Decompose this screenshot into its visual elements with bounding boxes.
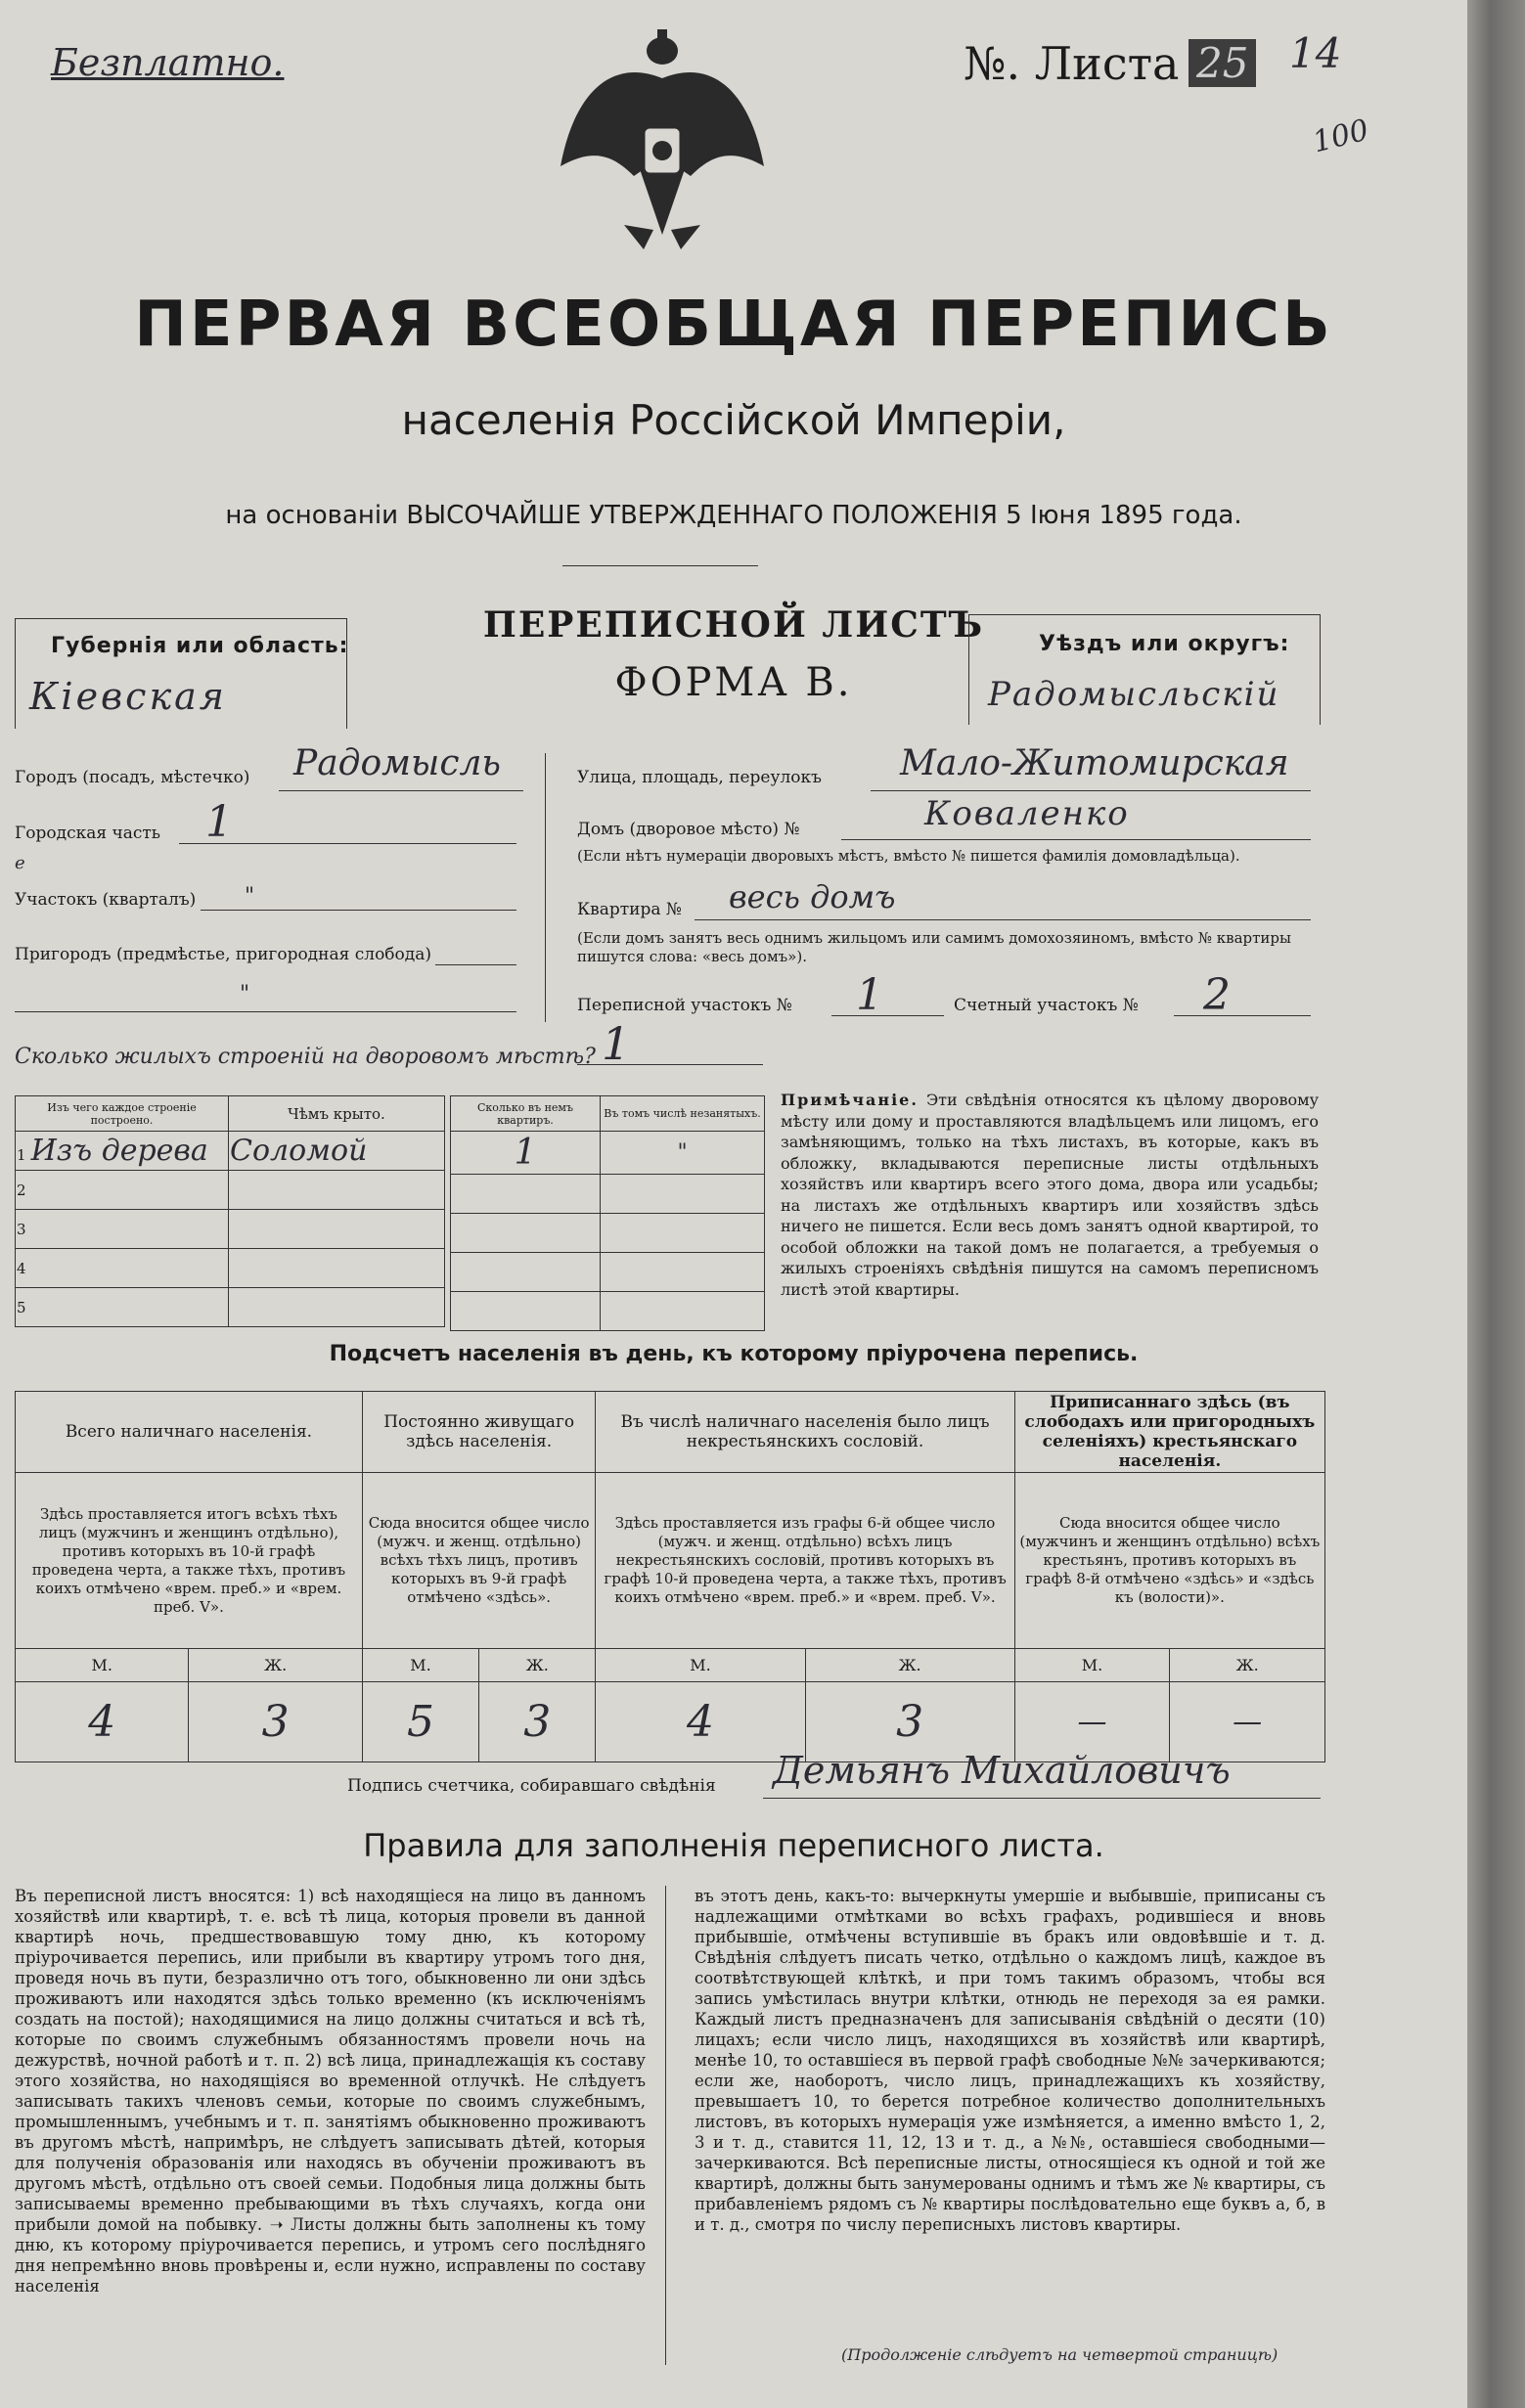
signature-line [763,1798,1321,1799]
address-divider [545,753,546,1022]
pop-value[interactable]: 3 [805,1682,1014,1762]
suburb-line [435,964,516,965]
rules-continued: (Продолженіе слѣдуетъ на четвертой страницѣ) [841,2345,1278,2364]
f-label: Ж. [479,1649,596,1682]
pop-col-1-header: Всего наличнаго населенія. [16,1392,363,1473]
f-label: Ж. [1170,1649,1325,1682]
form-title: ПЕРЕПИСНОЙ ЛИСТЪ [482,604,985,646]
row-cell[interactable] [229,1249,445,1288]
part-value[interactable]: 1 [205,797,233,847]
count-district-label: Счетный участокъ № [954,996,1139,1015]
empty-cell[interactable] [601,1292,765,1331]
census-district-label: Переписной участокъ № [577,996,792,1015]
signature-value[interactable]: Демьянъ Михайловичъ [773,1749,1231,1792]
part-line [179,843,516,844]
m-label: М. [596,1649,805,1682]
count-cell[interactable] [451,1253,601,1292]
suburb-label: Пригородъ (предмѣстье, пригородная слобода) [15,945,432,964]
eagle-emblem-icon [556,29,769,254]
city-line [279,790,523,791]
population-title: Подсчетъ населенія въ день, къ которому пріурочена перепись. [329,1342,1139,1366]
count-cell[interactable] [451,1214,601,1253]
pop-col-3-desc: Здѣсь проставляется изъ графы 6-й общее число (мужч. и женщ. отдѣльно) всѣхъ лицъ некрестьянскихъ сословій, противъ которыхъ въ графѣ 10-й проведена черта, а также тѣхъ, противъ коихъ отмѣчено «врем. преб.» и «врем. преб. V». [596,1473,1014,1649]
empty-cell[interactable] [601,1253,765,1292]
table-row [16,1171,445,1210]
table-row [16,1249,445,1288]
row-number: 3 [16,1210,229,1249]
form-letter: ФОРМА В. [614,660,853,705]
empty-cell[interactable] [601,1175,765,1214]
city-label: Городъ (посадъ, мѣстечко) [15,768,250,787]
street-line [871,790,1311,791]
pop-value[interactable]: 3 [189,1682,362,1762]
row-cell[interactable] [229,1288,445,1327]
pop-value[interactable]: 3 [479,1682,596,1762]
f-label: Ж. [805,1649,1014,1682]
m-label: М. [362,1649,478,1682]
sheet-number: 25 [1189,39,1256,87]
rules-left: Въ переписной листъ вносятся: 1) всѣ находящіеся на лицо въ данномъ хозяйствѣ или квартирѣ, т. е. всѣ тѣ лица, которыя провели въ данной квартирѣ ночь, предшествовавшую тому дню, къ которому пріурочивается перепись, или прибыли въ квартиру утромъ того дня, проведя ночь въ пути, безразлично отъ того, обыкновенно ли они здѣсь проживаютъ или находятся здѣсь только временно (къ исключеніямъ создать на постой); находящимися на лицо должны считаться и всѣ тѣ, которые по своимъ служебнымъ обязанностямъ провели ночь на дежурствѣ, ночной работѣ и т. п. 2) всѣ лица, принадлежащія къ составу этого хозяйства, но находящіяся во временной отлучкѣ. Не слѣдуетъ записывать такихъ членовъ семьи, которые по своимъ служебнымъ, промышленнымъ, учебнымъ и т. п. занятіямъ обыкновенно проживаютъ въ другомъ мѣстѣ, напримѣръ, не слѣдуетъ записывать дѣтей, которыя для полученія образованія или находясь въ обученіи проживаютъ въ другомъ мѣстѣ, отдѣльно отъ своей семьи. Подобныя лица должны быть записываемы временно пребывающими въ тѣхъ случаяхъ, когда они прибыли домой на побывку. ➝ Листы должны быть заполнены къ тому дню, къ которому пріурочивается перепись, и утромъ сего послѣдняго дня непремѣнно вновь провѣрены и, если нужно, исправлены по составу населенія [15,1887,646,2296]
census-district-line [831,1015,944,1016]
col-count: Сколько въ немъ квартиръ. [451,1096,601,1132]
empty-cell[interactable] [601,1214,765,1253]
m-label: М. [16,1649,189,1682]
suburb-line-2 [15,1011,516,1012]
pop-col-2-header: Постоянно живущаго здѣсь населенія. [362,1392,596,1473]
empty-cell[interactable]: " [601,1132,765,1175]
house-note: (Если нѣтъ нумераціи дворовыхъ мѣстъ, вмѣсто № пишется фамилія домовладѣльца). [577,847,1240,865]
pop-col-3-header: Въ числѣ наличнаго населенія было лицъ некрестьянскихъ сословій. [596,1392,1014,1473]
count-cell[interactable] [451,1175,601,1214]
row-number: 4 [16,1249,229,1288]
flat-value[interactable]: весь домъ [729,878,896,915]
house-label: Домъ (дворовое мѣсто) № [577,820,800,839]
row-cell: 1 Изъ дерева [16,1132,229,1171]
dwellings-answer[interactable]: 1 [602,1017,631,1070]
dwellings-table-right [450,1095,765,1331]
col-roof: Чѣмъ крыто. [229,1096,445,1132]
margin-number-2: 100 [1309,112,1372,160]
table-row [16,1132,445,1171]
house-line [841,839,1311,840]
gubernia-label: Губернія или область: [51,634,349,658]
quarter-label: Участокъ (кварталъ) [15,890,197,910]
signature-label: Подпись счетчика, собиравшаго свѣдѣнія [347,1776,716,1796]
pop-value[interactable]: 5 [362,1682,478,1762]
count-district-line [1174,1015,1311,1016]
suburb-value[interactable]: " [240,982,250,1006]
m-label: М. [1014,1649,1170,1682]
count-cell[interactable] [451,1292,601,1331]
quarter-line [201,910,516,911]
pop-value[interactable]: — [1170,1682,1325,1762]
col-material: Изъ чего каждое строеніе построено. [16,1096,229,1132]
rules-divider [665,1886,666,2365]
street-value[interactable]: Мало-Житомирская [900,743,1289,783]
rules-right: въ этотъ день, какъ-то: вычеркнуты умершіе и выбывшіе, приписаны съ надлежащими отмѣтками во всѣхъ графахъ, родившіеся и вновь прибывшіе, отмѣчены вступившіе въ бракъ или овдовѣвшіе и т. д. Свѣдѣнія слѣдуетъ писать четко, отдѣльно о каждомъ лицѣ, каждое въ соотвѣтствующей клѣткѣ, и при томъ такимъ образомъ, чтобы вся запись умѣстилась внутри клѣтки, отнюдь не переходя за ея рамки. Каждый листъ предназначенъ для записыванія свѣдѣній о десяти (10) лицахъ; если число лицъ, находящихся въ хозяйствѣ или квартирѣ, менѣе 10, то оставшіеся въ первой графѣ свободные №№ зачеркиваются; если же, наоборотъ, число лицъ, принадлежащихъ къ хозяйству, превышаетъ 10, то берется потребное количество дополнительныхъ листовъ, въ которыхъ нумерація уже измѣняется, а именно вмѣсто 1, 2, 3 и т. д., ставится 11, 12, 13 и т. д., а №№, оставшіеся свободными—зачеркиваются. Всѣ переписные листы, относящіеся къ одной и той же квартирѣ, должны быть занумерованы однимъ и тѣмъ же № квартиры, съ прибавленіемъ рядомъ съ № квартиры послѣдовательно еще буквъ а, б, в и т. д., смотря по числу переписныхъ листовъ квартиры. [695,1887,1325,2234]
row-number: 2 [16,1171,229,1210]
street-label: Улица, площадь, переулокъ [577,768,822,787]
count-cell[interactable]: 1 [451,1132,601,1175]
table-row [16,1288,445,1327]
title-divider [562,565,758,566]
house-value[interactable]: Коваленко [924,794,1130,833]
uezd-label: Уѣздъ или округъ: [1039,632,1290,656]
flat-note: (Если домъ занятъ весь однимъ жильцомъ или самимъ домохозяиномъ, вмѣсто № квартиры пишутся слова: «весь домъ»). [577,929,1291,965]
page-edge [1467,0,1525,2408]
main-title: ПЕРВАЯ ВСЕОБЩАЯ ПЕРЕПИСЬ [134,289,1333,361]
rules-title: Правила для заполненія переписного листа. [363,1827,1104,1864]
city-value[interactable]: Радомысль [293,743,502,783]
row-cell[interactable] [229,1171,445,1210]
margin-number: 14 [1289,29,1342,77]
flat-label: Квартира № [577,900,682,919]
dwellings-question: Сколько жилыхъ строеній на дворовомъ мѣстѣ? [15,1045,596,1069]
row-cell[interactable] [229,1210,445,1249]
pop-col-2-desc: Сюда вносится общее число (мужч. и женщ. отдѣльно) всѣхъ тѣхъ лицъ, противъ которыхъ въ 9-й графѣ отмѣчено «здѣсь». [362,1473,596,1649]
gubernia-value[interactable]: Кіевская [29,675,227,718]
free-label: Безплатно. [51,41,285,84]
sheet-label: №. Листа [964,37,1180,90]
subtitle: населенія Россійской Имперіи, [401,396,1066,444]
pop-col-4-header: Приписаннаго здѣсь (въ слободахъ или пригородныхъ селеніяхъ) крестьянскаго населенія. [1014,1392,1324,1473]
row-number: 5 [16,1288,229,1327]
note-block [781,1090,1319,1300]
note-text: Эти свѣдѣнія относятся къ цѣлому дворовому мѣсту или дому и проставляются владѣльцемъ или лицомъ, его замѣняющимъ, только на тѣхъ листахъ, въ которые, какъ въ обложку, вкладываются переписные листы отдѣльныхъ хозяйствъ или квартиръ всего этого дома, двора или усадьбы; на листахъ же отдѣльныхъ квартиръ или хозяйствъ здѣсь ничего не пишется. Если весь домъ занятъ одной квартирой, то особой обложки на такой домъ не полагается, а требуемыя о жилыхъ строеніяхъ свѣдѣнія пишутся на самомъ переписномъ листѣ этой квартиры. [781,1091,1320,1299]
quarter-value[interactable]: " [245,884,255,909]
row-cell[interactable]: Соломой [229,1132,445,1171]
pop-value[interactable]: 4 [16,1682,189,1762]
pop-value[interactable]: 4 [596,1682,805,1762]
part-label: Городская часть [15,824,161,843]
dwellings-table-left [15,1095,445,1327]
pop-value[interactable]: — [1014,1682,1170,1762]
count-district-value[interactable]: 2 [1203,970,1231,1020]
census-district-value[interactable]: 1 [856,970,883,1020]
flat-line [695,919,1311,920]
note-title: Примѣчаніе. [781,1091,919,1109]
uezd-value[interactable]: Радомысльскій [988,675,1280,714]
population-table [15,1391,1325,1762]
col-empty: Въ томъ числѣ незанятыхъ. [601,1096,765,1132]
table-row [16,1210,445,1249]
part-note: е [15,853,25,873]
pop-col-1-desc: Здѣсь проставляется итогъ всѣхъ тѣхъ лицъ (мужчинъ и женщинъ отдѣльно), противъ которыхъ въ 10-й графѣ проведена черта, а также тѣхъ, противъ коихъ отмѣчено «врем. преб.» и «врем. преб. V». [16,1473,363,1649]
decree-line: на основаніи ВЫСОЧАЙШЕ УТВЕРЖДЕННАГО ПОЛОЖЕНІЯ 5 Іюня 1895 года. [225,501,1242,530]
f-label: Ж. [189,1649,362,1682]
dwellings-answer-line [577,1064,763,1065]
pop-col-4-desc: Сюда вносится общее число (мужчинъ и женщинъ отдѣльно) всѣхъ крестьянъ, противъ которыхъ въ графѣ 8-й отмѣчено «здѣсь» и «здѣсь къ (волости)». [1014,1473,1324,1649]
